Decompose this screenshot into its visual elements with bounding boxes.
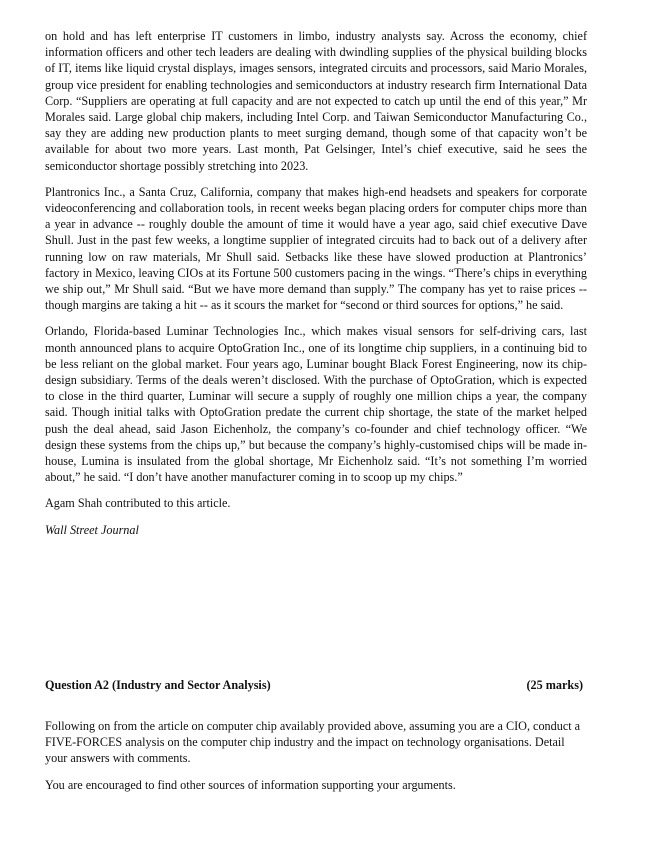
- question-marks: (25 marks): [526, 678, 583, 692]
- question-instructions: Following on from the article on computer chip availably provided above, assuming you are a CIO, conduct a FIVE-FORCES analysis on the computer chip industry and the impact on technology organisations. Detail your answers with comments.: [45, 719, 581, 766]
- question-note: You are encouraged to find other sources of information supporting your arguments.: [45, 777, 456, 792]
- article: [45, 28, 587, 548]
- question-body: [45, 718, 587, 803]
- article-paragraph-2: Plantronics Inc., a Santa Cruz, California, company that makes high-end headsets and speakers for corporate videoconferencing and collaboration tools, in recent weeks began placing orders for computer chips more than a year in advance -- roughly double the amount of time it would have a year ago, said chief executive Dave Shull. Just in the past few weeks, a longtime supplier of integrated circuits had to back out of a delivery after running low on raw materials, Mr Shull said. Setbacks like these have slowed production at Plantronics’ factory in Mexico, leaving CIOs at its Fortune 500 customers pacing in the wings. “There’s chips in everything we ship out,” Mr Shull said. “But we have more demand than supply.” The company has yet to raise prices -- though margins are taking a hit -- as it scours the market for “second or third sources for options,” he said.: [45, 184, 587, 313]
- article-paragraph-3: Orlando, Florida-based Luminar Technologies Inc., which makes visual sensors for self-driving cars, last month announced plans to acquire OptoGration Inc., one of its longtime chip suppliers, in a continuing bid to be less reliant on the global market. Four years ago, Luminar bought Black Forest Engineering, now its chip-design subsidiary. Terms of the deals weren’t disclosed. With the purchase of OptoGration, which is expected to close in the third quarter, Luminar will secure a supply of roughly one million chips a year, the company said. Though initial talks with OptoGration predate the current chip shortage, the state of the market helped push the deal ahead, said Jason Eichenholz, the company’s co-founder and chief technology officer. “We design these systems from the chips up,” but because the company’s highly-customised chips will be made in-house, Lumina is insulated from the global shortage, Mr Eichenholz said. “It’s not something I’m worried about,” he said. “I don’t have another manufacturer coming in to scoop up my chips.”: [45, 324, 587, 485]
- article-credit: Agam Shah contributed to this article.: [45, 496, 231, 511]
- article-paragraph-1: on hold and has left enterprise IT customers in limbo, industry analysts say. Across the economy, chief information officers and other tech leaders are dealing with dwindling supplies of the physical building blocks of IT, items like liquid crystal displays, images sensors, integrated circuits and processors, said Mario Morales, group vice president for enabling technologies and semiconductors at industry research firm International Data Corp. “Suppliers are operating at full capacity and are not expected to catch up until the end of this year,” Mr Morales said. Large global chip makers, including Intel Corp. and Taiwan Semiconductor Manufacturing Co., say they are adding new production plants to meet surging demand, though some of that capacity won’t be available for about two more years. Last month, Pat Gelsinger, Intel’s chief executive, said he sees the semiconductor shortage possibly stretching into 2023.: [45, 29, 587, 173]
- question-title: Question A2 (Industry and Sector Analysis): [45, 678, 271, 692]
- article-source: Wall Street Journal: [45, 522, 139, 537]
- question-heading: [45, 678, 583, 693]
